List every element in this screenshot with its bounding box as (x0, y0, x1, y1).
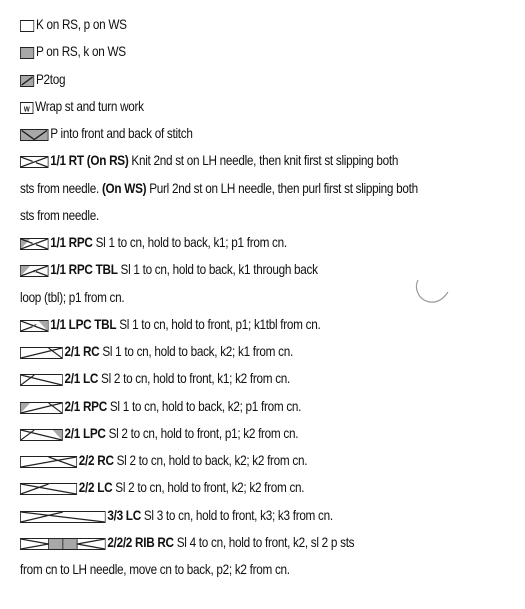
legend-entry (20, 506, 441, 524)
stitch-description: P2tog (35, 71, 66, 87)
wrap-turn-icon (20, 102, 33, 114)
stitch-description: K on RS, p on WS (35, 16, 127, 32)
legend-entry (20, 42, 441, 60)
legend-entry (20, 70, 441, 88)
stitch-description: Sl 1 to cn, hold to front, p1; k1tbl from cn. (116, 316, 321, 332)
legend-entry (20, 397, 441, 415)
legend-entry (20, 369, 441, 387)
stitch-description: Sl 3 to cn, hold to front, k3; k3 from cn. (140, 507, 333, 523)
stitch-description: Wrap st and turn work (35, 98, 144, 114)
stitch-description: loop (tbl); p1 from cn. (20, 289, 125, 305)
stitch-abbreviation: 2/2 LC (78, 479, 113, 495)
stitch-description: Sl 4 to cn, hold to front, k2, sl 2 p sts (173, 534, 355, 550)
stitch-abbreviation: 3/3 LC (107, 507, 141, 523)
rpc-2-1-icon (20, 402, 63, 414)
stitch-abbreviation: 2/2 RC (78, 452, 114, 468)
legend-continuation-line (20, 206, 441, 224)
legend-entry (20, 233, 441, 251)
legend-entry (20, 478, 441, 496)
svg-text:w: w (23, 102, 30, 114)
stitch-description: Sl 2 to cn, hold to back, k2; k2 from cn. (113, 452, 308, 468)
legend-entry (20, 124, 441, 142)
stitch-description: from cn to LH needle, move cn to back, p2; k2 from cn. (20, 561, 290, 577)
stitch-abbreviation: 1/1 RPC TBL (50, 261, 118, 277)
stitch-description: Sl 2 to cn, hold to front, k2; k2 from cn. (112, 479, 305, 495)
lc-2-1-icon (20, 374, 63, 386)
stitch-abbreviation: 1/1 RPC (50, 234, 93, 250)
rc-2-1-icon (20, 347, 63, 359)
stitch-description: P on RS, k on WS (35, 43, 126, 59)
stitch-description: Sl 2 to cn, hold to front, k1; k2 from cn. (98, 370, 291, 386)
lc-3-3-icon (20, 511, 106, 523)
legend-continuation-line (20, 560, 441, 578)
p2tog-icon (20, 75, 34, 87)
stitch-abbreviation: 1/1 LPC TBL (50, 316, 117, 332)
knit-box-icon (20, 20, 34, 32)
legend-entry (20, 342, 441, 360)
legend-entry (20, 451, 441, 469)
pfb-icon (20, 129, 49, 141)
svg-text:∝: ∝ (32, 268, 36, 276)
rt-1-1-icon (20, 156, 49, 168)
legend-entry (20, 151, 441, 169)
rpc-1-1-icon (20, 238, 49, 250)
stitch-abbreviation: 2/1 LC (64, 370, 99, 386)
lpc-tbl-1-1-icon (20, 320, 49, 332)
stitch-abbreviation: 2/2/2 RIB RC (107, 534, 174, 550)
legend-entry (20, 260, 441, 278)
stitch-description: sts from needle. (20, 207, 99, 223)
legend-continuation-line (20, 288, 441, 306)
stitch-description: P into front and back of stitch (50, 125, 193, 141)
stitch-description: Purl 2nd st on LH needle, then purl first st slipping both (146, 180, 418, 196)
stitch-description: Sl 1 to cn, hold to back, k1; p1 from cn. (92, 234, 287, 250)
stitch-abbreviation: (On WS) (101, 180, 147, 196)
rpc-tbl-1-1-icon (20, 265, 49, 277)
stitch-description: Sl 2 to cn, hold to front, p1; k2 from cn. (105, 425, 299, 441)
lc-2-2-icon (20, 483, 77, 495)
stitch-abbreviation: 2/1 LPC (64, 425, 106, 441)
stitch-description: Knit 2nd st on LH needle, then knit first st slipping both (128, 152, 399, 168)
legend-entry (20, 533, 441, 551)
legend-entry (20, 424, 441, 442)
stitch-abbreviation: 2/1 RC (64, 343, 100, 359)
legend-entry (20, 15, 441, 33)
svg-text:∝: ∝ (33, 322, 37, 330)
stitch-description: Sl 1 to cn, hold to back, k2; p1 from cn. (106, 398, 302, 414)
rc-2-2-icon (20, 456, 77, 468)
stitch-description: Sl 1 to cn, hold to back, k1 through back (117, 261, 318, 277)
stitch-abbreviation: 2/1 RPC (64, 398, 107, 414)
stitch-description: sts from needle. (20, 180, 102, 196)
stitch-description: Sl 1 to cn, hold to back, k2; k1 from cn. (99, 343, 293, 359)
legend-entry (20, 315, 441, 333)
lpc-2-1-icon (20, 429, 63, 441)
legend-continuation-line (20, 179, 441, 197)
purl-box-icon (20, 47, 34, 59)
stitch-abbreviation: 1/1 RT (On RS) (50, 152, 129, 168)
rib-rc-2-2-2-icon (20, 538, 106, 550)
legend-entry (20, 97, 441, 115)
stray-mark-icon (412, 276, 452, 306)
